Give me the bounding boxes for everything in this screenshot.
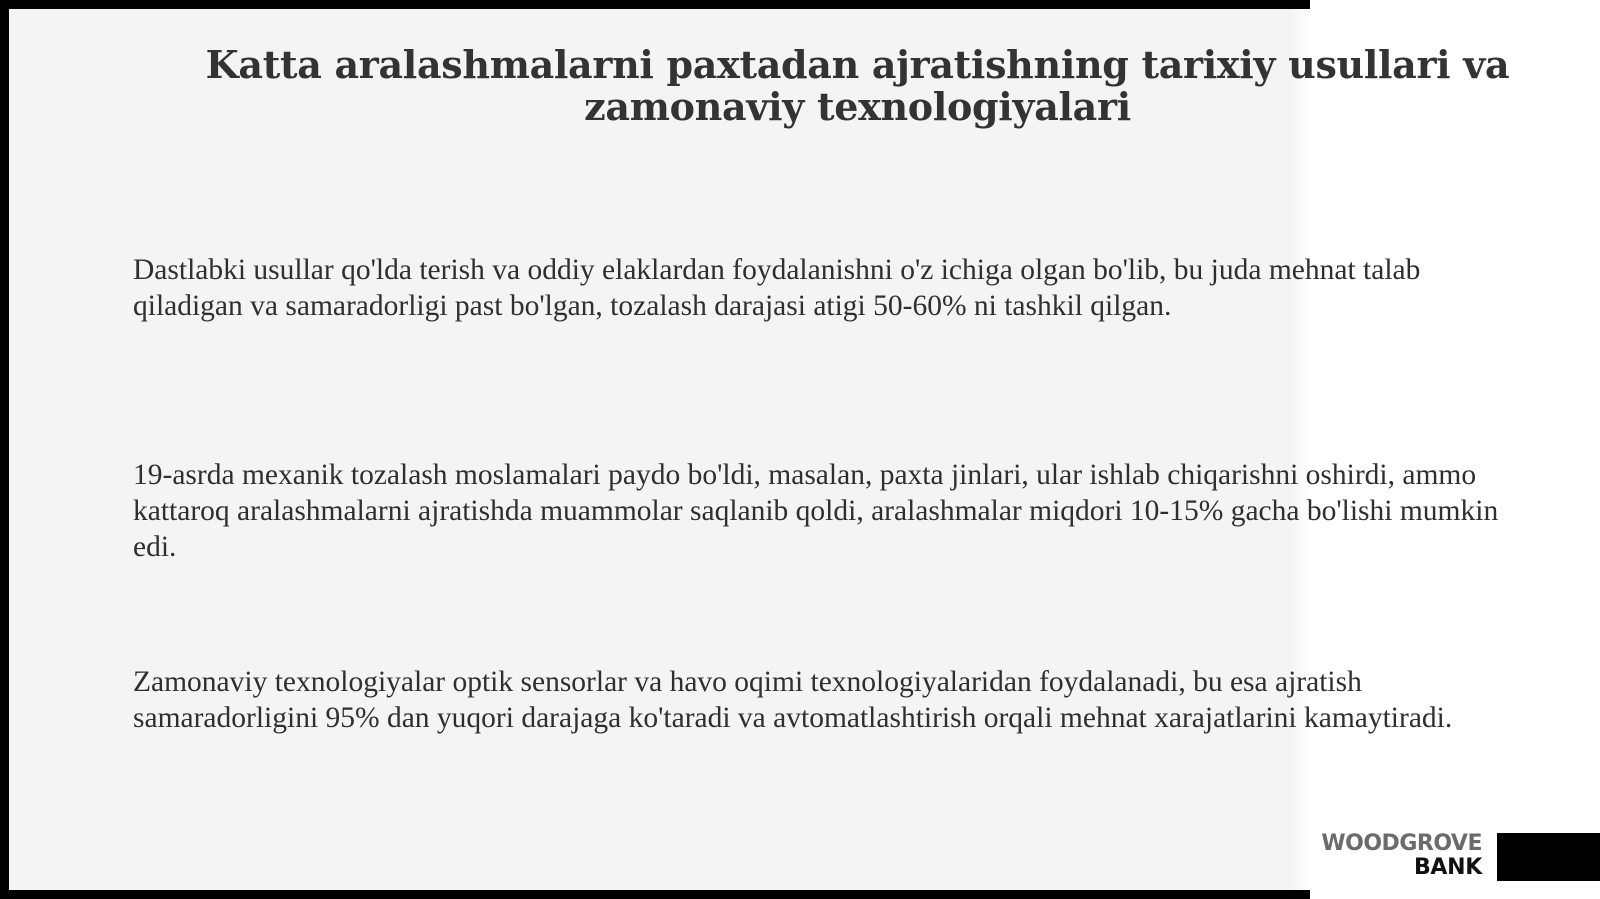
slide-title: Katta aralashmalarni paxtadan ajratishning tarixiy usullari va zamonaviy texnologiyalari bbox=[205, 42, 1510, 129]
paragraph-modern-technologies: Zamonaviy texnologiyalar optik sensorlar va havo oqimi texnologiyalaridan foydalanadi, bu esa ajratish samaradorligini 95% dan yuqori darajaga ko'taradi va avtomatlashtirish orqali mehnat xarajatlarini kamaytiradi. bbox=[133, 666, 1453, 734]
paragraph-historical-methods: Dastlabki usullar qo'lda terish va oddiy elaklardan foydalanishni o'z ichiga olgan bo'lib, bu juda mehnat talab qiladigan va samaradorligi past bo'lgan, tozalash darajasi atigi 50-60% ni tashkil qilgan. bbox=[133, 254, 1421, 322]
slide-canvas-edge bbox=[1290, 9, 1310, 890]
slide-border-left bbox=[0, 0, 9, 899]
slide-border-bottom bbox=[0, 890, 1310, 899]
slide-border-top bbox=[0, 0, 1310, 9]
logo-black-block bbox=[1497, 833, 1600, 881]
logo-line-woodgrove: WOODGROVE bbox=[1321, 831, 1482, 856]
woodgrove-bank-logo bbox=[1310, 832, 1482, 880]
slide-canvas bbox=[9, 9, 1310, 890]
logo-line-bank: BANK bbox=[1413, 855, 1482, 880]
paragraph-mechanical-cleaning: 19-asrda mexanik tozalash moslamalari paydo bo'ldi, masalan, paxta jinlari, ular ishlab chiqarishni oshirdi, ammo kattaroq aralashmalarni ajratishda muammolar saqlanib qoldi, aralashmalar miqdori 10-15% gacha bo'lishi mumkin edi. bbox=[133, 459, 1499, 563]
